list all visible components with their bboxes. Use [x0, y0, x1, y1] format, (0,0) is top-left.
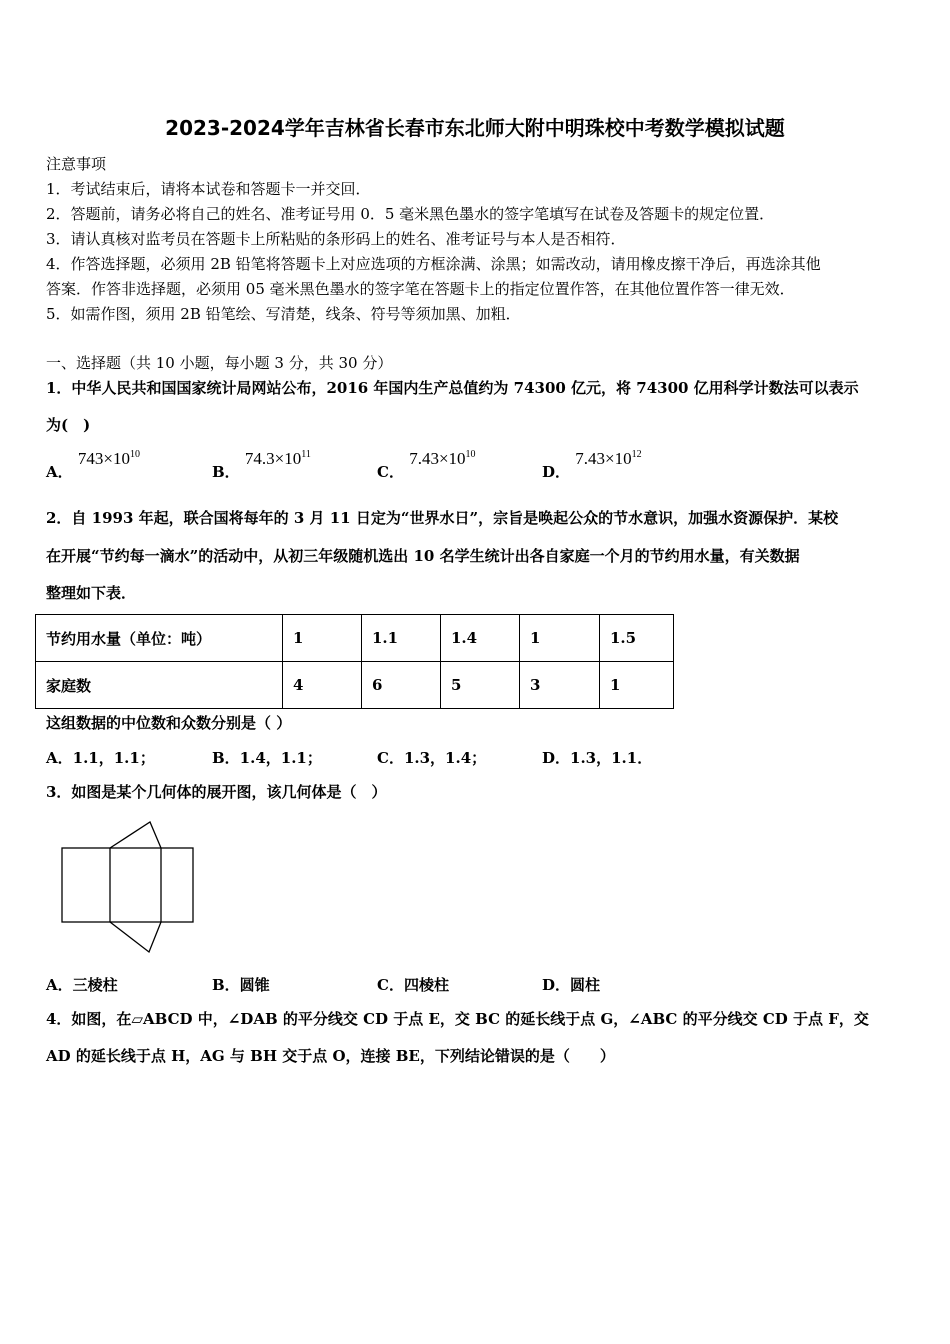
table-cell: 1 [520, 615, 600, 662]
notice-item: 1．考试结束后，请将本试卷和答题卡一并交回． [46, 180, 371, 198]
formula-exponent: 10 [465, 449, 476, 460]
table-cell: 3 [520, 662, 600, 709]
notice-item: 答案．作答非选择题，必须用 05 毫米黑色墨水的签字笔在答题卡上的指定位置作答，在其他位置作答一律无效． [46, 280, 795, 298]
table-cell: 家庭数 [36, 662, 283, 709]
q3-option-d: D．圆柱 [542, 976, 601, 994]
formula-base: 743×10 [77, 449, 130, 468]
q1-option-b [212, 448, 311, 481]
formula-base: 74.3×10 [244, 449, 302, 468]
notice-item: 5．如需作图，须用 2B 铅笔绘、写清楚，线条、符号等须加黑、加粗． [46, 305, 521, 323]
page-title: 2023-2024学年吉林省长春市东北师大附中明珠校中考数学模拟试题 [165, 116, 785, 140]
option-formula [575, 449, 641, 468]
table-cell: 1.4 [441, 615, 520, 662]
option-label: C． [377, 463, 404, 481]
notice-heading: 注意事项 [46, 155, 107, 173]
q1-option-d [542, 448, 642, 481]
q3-option-b: B．圆锥 [212, 976, 270, 994]
q2-text: 2．自 1993 年起，联合国将每年的 3 月 11 日定为“世界水日”，宗旨是唤起公众的节水意识，加强水资源保护．某校 [46, 509, 839, 527]
net-top-triangle [110, 822, 161, 848]
table-row [36, 615, 674, 662]
table-cell: 1 [283, 615, 362, 662]
q1-text: 1．中华人民共和国国家统计局网站公布，2016 年国内生产总值约为 74300 亿元，将 74300 亿用科学计数法可以表示 [46, 379, 859, 397]
option-formula [78, 449, 140, 468]
q2-option-a: A．1.1，1.1； [46, 749, 155, 767]
q2-text: 整理如下表． [46, 584, 137, 602]
q2-option-b: B．1.4，1.1； [212, 749, 322, 767]
q4-text: 4．如图，在▱ABCD 中，∠DAB 的平分线交 CD 于点 E，交 BC 的延长线于点 G，∠ABC 的平分线交 CD 于点 F，交 [46, 1010, 869, 1028]
q1-text: 为( ) [46, 416, 91, 434]
q2-question: 这组数据的中位数和众数分别是（ ） [46, 714, 292, 732]
notice-item: 3．请认真核对监考员在答题卡上所粘贴的条形码上的姓名、准考证号与本人是否相符． [46, 230, 626, 248]
option-label: D． [542, 463, 571, 481]
table-cell: 1.1 [362, 615, 441, 662]
formula-exponent: 11 [301, 449, 311, 460]
net-bottom-triangle [110, 922, 161, 952]
q4-text: AD 的延长线于点 H，AG 与 BH 交于点 O，连接 BE，下列结论错误的是（ ） [46, 1047, 615, 1065]
formula-exponent: 12 [631, 449, 642, 460]
section-heading: 一、选择题（共 10 小题，每小题 3 分，共 30 分） [46, 354, 393, 372]
table-row [36, 662, 674, 709]
q2-text: 在开展“节约每一滴水”的活动中，从初三年级随机选出 10 名学生统计出各自家庭一个月的节约用水量，有关数据 [46, 547, 800, 565]
formula-base: 7.43×10 [575, 449, 632, 468]
q2-option-d: D．1.3，1.1． [542, 749, 653, 767]
option-label: B． [212, 463, 240, 481]
table-cell: 节约用水量（单位：吨） [36, 615, 283, 662]
q3-option-c: C．四棱柱 [377, 976, 449, 994]
table-cell: 5 [441, 662, 520, 709]
q1-option-c [377, 448, 476, 481]
table-cell: 1.5 [600, 615, 674, 662]
net-rectangle [62, 848, 193, 922]
q1-option-a [46, 448, 140, 481]
table-cell: 4 [283, 662, 362, 709]
option-label: A． [46, 463, 73, 481]
prism-net-figure [58, 818, 198, 958]
q2-option-c: C．1.3，1.4； [377, 749, 487, 767]
formula-exponent: 10 [129, 449, 140, 460]
table-cell: 6 [362, 662, 441, 709]
q3-option-a: A．三棱柱 [46, 976, 118, 994]
option-formula [245, 449, 311, 468]
table-cell: 1 [600, 662, 674, 709]
notice-item: 4．作答选择题，必须用 2B 铅笔将答题卡上对应选项的方框涂满、涂黑；如需改动，请用橡皮擦干净后，再选涂其他 [46, 255, 821, 273]
water-saving-table [35, 614, 674, 709]
option-formula [409, 449, 475, 468]
q3-text: 3．如图是某个几何体的展开图，该几何体是（ ） [46, 783, 387, 801]
notice-item: 2．答题前，请务必将自己的姓名、准考证号用 0．5 毫米黑色墨水的签字笔填写在试卷及答题卡的规定位置． [46, 205, 775, 223]
formula-base: 7.43×10 [409, 449, 466, 468]
